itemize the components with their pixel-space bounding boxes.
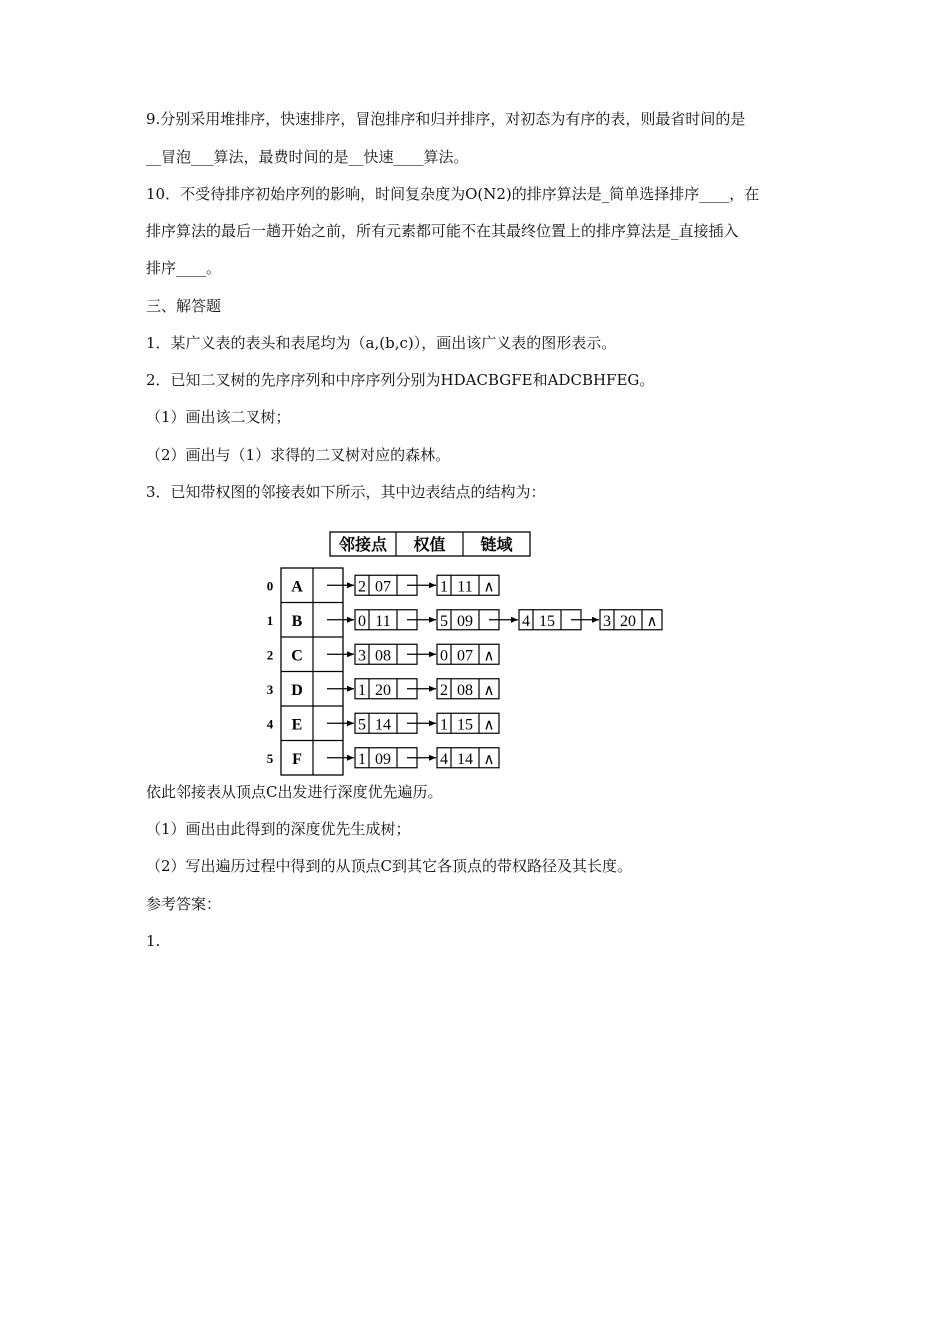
vertex-index: 4	[266, 716, 274, 732]
edge-weight: 11	[375, 612, 391, 630]
null-link-symbol: ∧	[483, 751, 495, 768]
edge-adjacent-vertex: 1	[440, 578, 448, 596]
edge-adjacent-vertex: 3	[603, 612, 611, 630]
edge-weight: 14	[375, 716, 391, 734]
vertex-name: B	[291, 612, 303, 630]
edge-weight: 20	[375, 681, 391, 699]
null-link-symbol: ∧	[646, 613, 658, 630]
question-9-line-1: 9.分别采用堆排序，快速排序，冒泡排序和归并排序，对初态为有序的表，则最省时间的是	[146, 110, 746, 128]
vertex-name: F	[292, 750, 302, 768]
edge-weight: 09	[457, 612, 473, 630]
vertex-name: E	[291, 716, 303, 734]
vertex-index: 1	[266, 612, 274, 628]
edge-adjacent-vertex: 0	[440, 647, 448, 665]
edge-adjacent-vertex: 1	[358, 681, 366, 699]
edge-adjacent-vertex: 5	[358, 716, 366, 734]
edge-adjacent-vertex: 3	[358, 647, 366, 665]
section-heading: 三、解答题	[146, 297, 222, 315]
edge-weight: 07	[375, 578, 391, 596]
answer-question-2-part-2: （2）画出与（1）求得的二叉树对应的森林。	[146, 446, 451, 464]
reference-answer-1: 1.	[146, 932, 161, 950]
edge-weight: 14	[457, 750, 473, 768]
question-3-instruction: 依此邻接表从顶点C出发进行深度优先遍历。	[146, 783, 443, 801]
question-9-line-2: __冒泡___算法，最费时间的是__快速____算法。	[146, 148, 469, 166]
vertex-index: 5	[266, 750, 274, 766]
edge-adjacent-vertex: 4	[440, 750, 448, 768]
question-10-line-2: 排序算法的最后一趟开始之前，所有元素都可能不在其最终位置上的排序算法是_直接插入	[146, 222, 739, 240]
edge-adjacent-vertex: 0	[358, 612, 366, 630]
edge-weight: 08	[375, 647, 391, 665]
edge-weight: 15	[539, 612, 555, 630]
edge-adjacent-vertex: 1	[440, 716, 448, 734]
answer-question-2-part-1: （1）画出该二叉树；	[146, 408, 291, 426]
answer-question-3: 3．已知带权图的邻接表如下所示，其中边表结点的结构为：	[146, 483, 546, 501]
vertex-name: C	[291, 647, 303, 665]
header-label: 权值	[413, 537, 446, 554]
edge-adjacent-vertex: 5	[440, 612, 448, 630]
null-link-symbol: ∧	[483, 648, 495, 665]
null-link-symbol: ∧	[483, 717, 495, 734]
edge-weight: 08	[457, 681, 473, 699]
edge-weight: 11	[457, 578, 473, 596]
vertex-index: 0	[266, 578, 274, 594]
question-10-line-3: 排序____。	[146, 259, 222, 277]
question-3-part-2: （2）写出遍历过程中得到的从顶点C到其它各顶点的带权路径及其长度。	[146, 857, 633, 875]
header-label: 邻接点	[338, 537, 388, 554]
edge-weight: 20	[620, 612, 636, 630]
answer-question-2: 2．已知二叉树的先序序列和中序序列分别为HDACBGFE和ADCBHFEG。	[146, 371, 655, 389]
edge-adjacent-vertex: 1	[358, 750, 366, 768]
question-3-part-1: （1）画出由此得到的深度优先生成树；	[146, 820, 411, 838]
vertex-name: A	[291, 578, 303, 596]
answer-question-1: 1．某广义表的表头和表尾均为（a,(b,c)），画出该广义表的图形表示。	[146, 334, 617, 352]
vertex-name: D	[291, 681, 303, 699]
null-link-symbol: ∧	[483, 579, 495, 596]
header-label: 链域	[480, 537, 513, 554]
reference-answer-heading: 参考答案：	[146, 895, 222, 913]
null-link-symbol: ∧	[483, 682, 495, 699]
edge-weight: 09	[375, 750, 391, 768]
edge-adjacent-vertex: 2	[440, 681, 448, 699]
edge-weight: 15	[457, 716, 473, 734]
vertex-index: 2	[266, 647, 274, 663]
edge-weight: 07	[457, 647, 473, 665]
adjacency-list-figure	[0, 520, 950, 780]
edge-adjacent-vertex: 4	[522, 612, 530, 630]
question-10-line-1: 10．不受待排序初始序列的影响，时间复杂度为O(N2)的排序算法是_简单选择排序____，在	[146, 185, 760, 203]
vertex-index: 3	[266, 681, 274, 697]
edge-adjacent-vertex: 2	[358, 578, 366, 596]
